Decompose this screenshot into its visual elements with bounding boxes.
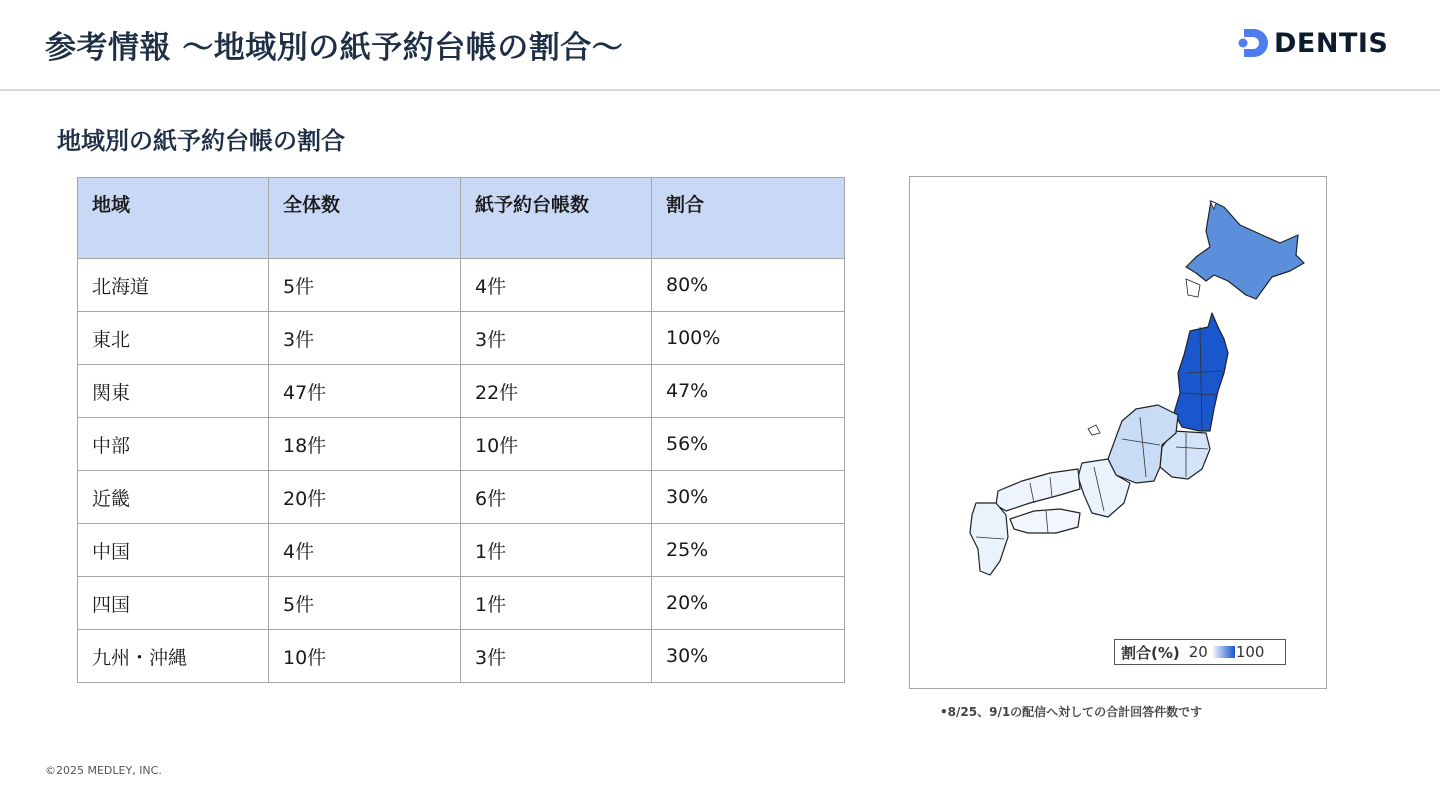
region-cell: 近畿 <box>78 471 269 524</box>
table-row <box>78 524 845 577</box>
footnote: •8/25、9/1の配信へ対しての合計回答件数です <box>940 705 1203 719</box>
total-cell: 4件 <box>269 524 461 577</box>
map-island <box>1186 279 1200 297</box>
paper-count-cell: 1件 <box>461 524 652 577</box>
region-cell: 中国 <box>78 524 269 577</box>
column-header-paper-count: 紙予約台帳数 <box>461 178 652 259</box>
header-divider <box>0 89 1440 91</box>
column-header-total: 全体数 <box>269 178 461 259</box>
legend-min-value: 20 <box>1188 643 1208 661</box>
ratio-cell: 20% <box>652 577 845 630</box>
ratio-cell: 47% <box>652 365 845 418</box>
region-cell: 東北 <box>78 312 269 365</box>
total-cell: 10件 <box>269 630 461 683</box>
region-cell: 中部 <box>78 418 269 471</box>
paper-count-cell: 3件 <box>461 630 652 683</box>
copyright: ©2025 MEDLEY, INC. <box>45 764 162 777</box>
map-region-hokkaido <box>1186 201 1304 299</box>
paper-count-cell: 4件 <box>461 259 652 312</box>
table-row <box>78 418 845 471</box>
table-row <box>78 259 845 312</box>
ratio-cell: 100% <box>652 312 845 365</box>
ratio-cell: 30% <box>652 471 845 524</box>
japan-choropleth-map <box>909 176 1327 689</box>
legend-color-scale <box>1213 646 1235 658</box>
table-row <box>78 471 845 524</box>
legend-label: 割合(%) <box>1121 643 1180 662</box>
paper-count-cell: 22件 <box>461 365 652 418</box>
total-cell: 18件 <box>269 418 461 471</box>
table-header-row <box>78 178 845 259</box>
region-cell: 関東 <box>78 365 269 418</box>
page-title: 参考情報 〜地域別の紙予約台帳の割合〜 <box>45 30 624 66</box>
japan-map-svg <box>910 177 1326 688</box>
dentis-logo <box>1236 26 1388 60</box>
ratio-cell: 80% <box>652 259 845 312</box>
map-region-shikoku <box>1010 509 1080 533</box>
paper-count-cell: 3件 <box>461 312 652 365</box>
table-row <box>78 365 845 418</box>
table-row <box>78 577 845 630</box>
table-row <box>78 312 845 365</box>
paper-count-cell: 6件 <box>461 471 652 524</box>
section-title: 地域別の紙予約台帳の割合 <box>57 127 345 155</box>
total-cell: 47件 <box>269 365 461 418</box>
table-row <box>78 630 845 683</box>
total-cell: 20件 <box>269 471 461 524</box>
ratio-cell: 30% <box>652 630 845 683</box>
ratio-cell: 56% <box>652 418 845 471</box>
dentis-logo-icon <box>1236 26 1270 60</box>
total-cell: 3件 <box>269 312 461 365</box>
column-header-ratio: 割合 <box>652 178 845 259</box>
region-cell: 九州・沖縄 <box>78 630 269 683</box>
map-region-chugoku <box>996 469 1080 511</box>
paper-count-cell: 1件 <box>461 577 652 630</box>
map-legend <box>1114 639 1286 665</box>
total-cell: 5件 <box>269 259 461 312</box>
total-cell: 5件 <box>269 577 461 630</box>
region-ratio-table <box>77 177 845 683</box>
region-cell: 北海道 <box>78 259 269 312</box>
map-island <box>1088 425 1100 435</box>
logo-text: DENTIS <box>1274 27 1389 59</box>
legend-max-value: 100 <box>1235 643 1265 661</box>
paper-count-cell: 10件 <box>461 418 652 471</box>
ratio-cell: 25% <box>652 524 845 577</box>
column-header-region: 地域 <box>78 178 269 259</box>
region-cell: 四国 <box>78 577 269 630</box>
